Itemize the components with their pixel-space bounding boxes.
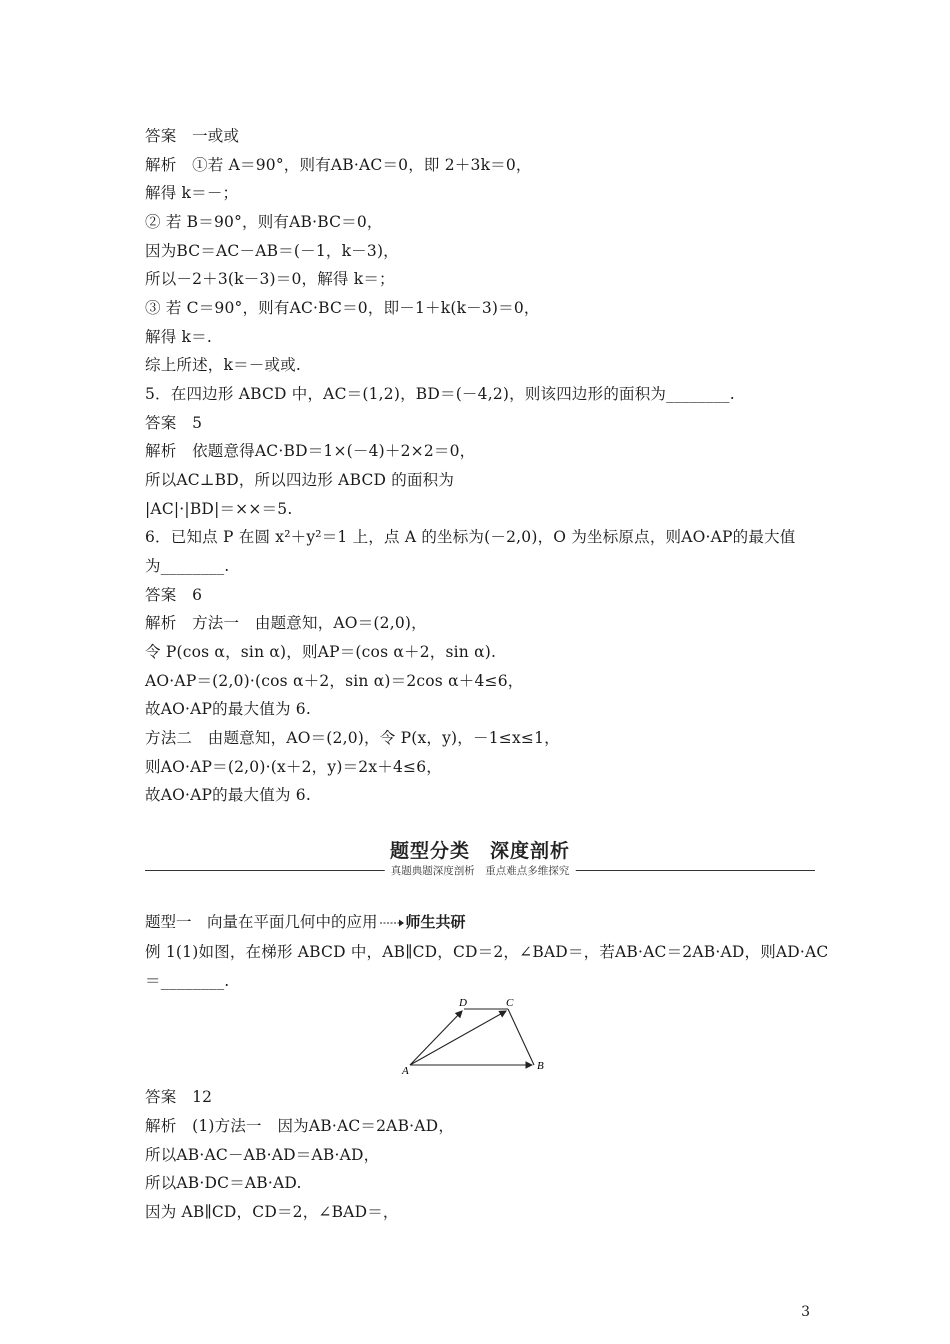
text-line: 为________.	[145, 557, 230, 575]
text-line: 解得 k＝－；	[145, 184, 239, 202]
analysis-line: 解析 依题意得AC·BD＝1×(－4)＋2×2＝0，	[145, 442, 476, 460]
analysis-line: 解析 (1)方法一 因为AB·AC＝2AB·AD，	[145, 1117, 455, 1135]
vector-ac	[410, 1011, 506, 1065]
label-b: B	[537, 1060, 544, 1072]
trapezoid-figure	[398, 995, 558, 1075]
section-title: 题型分类 深度剖析	[389, 840, 570, 862]
text-line: 解得 k＝.	[145, 328, 212, 346]
text-line: 因为 AB∥CD，CD＝2，∠BAD＝，	[145, 1203, 399, 1221]
type-heading-tag: 师生共研	[405, 913, 466, 931]
text-line: 所以－2＋3(k－3)＝0，解得 k＝；	[145, 270, 395, 288]
text-line: ② 若 B＝90°，则有AB·BC＝0，	[145, 213, 383, 231]
text-line: 故AO·AP的最大值为 6.	[145, 786, 311, 804]
text-line: 则AO·AP＝(2,0)·(x＋2，y)＝2x＋4≤6，	[145, 758, 442, 776]
text-line: 综上所述，k＝－或或.	[145, 356, 302, 374]
text-line: ＝________.	[145, 972, 230, 990]
arrow-icon	[379, 917, 405, 929]
text-line: 方法二 由题意知，AO＝(2,0)，令 P(x，y)，－1≤x≤1，	[145, 729, 560, 747]
answer-line: 答案 6	[145, 586, 203, 604]
page-number: 3	[801, 1304, 810, 1320]
example-question: 例 1(1)如图，在梯形 ABCD 中，AB∥CD，CD＝2，∠BAD＝，若AB·AC＝2AB·AD，则AD·AC	[145, 943, 829, 961]
text-line: ③ 若 C＝90°，则有AC·BC＝0，即－1＋k(k－3)＝0，	[145, 299, 540, 317]
text-line: 故AO·AP的最大值为 6.	[145, 700, 311, 718]
text-line: 因为BC＝AC－AB＝(－1，k－3)，	[145, 242, 399, 260]
text-line: 所以AB·DC＝AB·AD.	[145, 1174, 302, 1192]
text-line: AO·AP＝(2,0)·(cos α＋2，sin α)＝2cos α＋4≤6，	[145, 672, 524, 690]
label-c: C	[506, 997, 514, 1009]
answer-line: 答案 12	[145, 1088, 213, 1106]
answer-line: 答案 一或或	[145, 127, 240, 145]
label-d: D	[459, 997, 467, 1009]
label-a: A	[402, 1065, 409, 1075]
question-6: 6．已知点 P 在圆 x²＋y²＝1 上，点 A 的坐标为(－2,0)，O 为坐标原点，则AO·AP的最大值	[145, 528, 796, 546]
text-line: 令 P(cos α，sin α)，则AP＝(cos α＋2，sin α).	[145, 643, 497, 661]
vector-ad	[410, 1011, 462, 1065]
section-header	[145, 836, 815, 880]
analysis-line: 解析 ①若 A＝90°，则有AB·AC＝0，即 2＋3k＝0，	[145, 156, 532, 174]
answer-line: 答案 5	[145, 414, 203, 432]
question-5: 5．在四边形 ABCD 中，AC＝(1,2)，BD＝(－4,2)，则该四边形的面积为________.	[145, 385, 735, 403]
analysis-line: 解析 方法一 由题意知，AO＝(2,0)，	[145, 614, 427, 632]
text-line: 所以AC⊥BD，所以四边形 ABCD 的面积为	[145, 471, 455, 489]
type-heading	[145, 912, 466, 932]
text-line: |AC|·|BD|＝××＝5.	[145, 500, 293, 518]
segment-cb	[508, 1009, 534, 1065]
section-subtitle: 真题典题深度剖析 重点难点多维探究	[385, 863, 576, 878]
text-line: 所以AB·AC－AB·AD＝AB·AD，	[145, 1146, 380, 1164]
type-heading-label: 题型一 向量在平面几何中的应用	[145, 913, 378, 931]
